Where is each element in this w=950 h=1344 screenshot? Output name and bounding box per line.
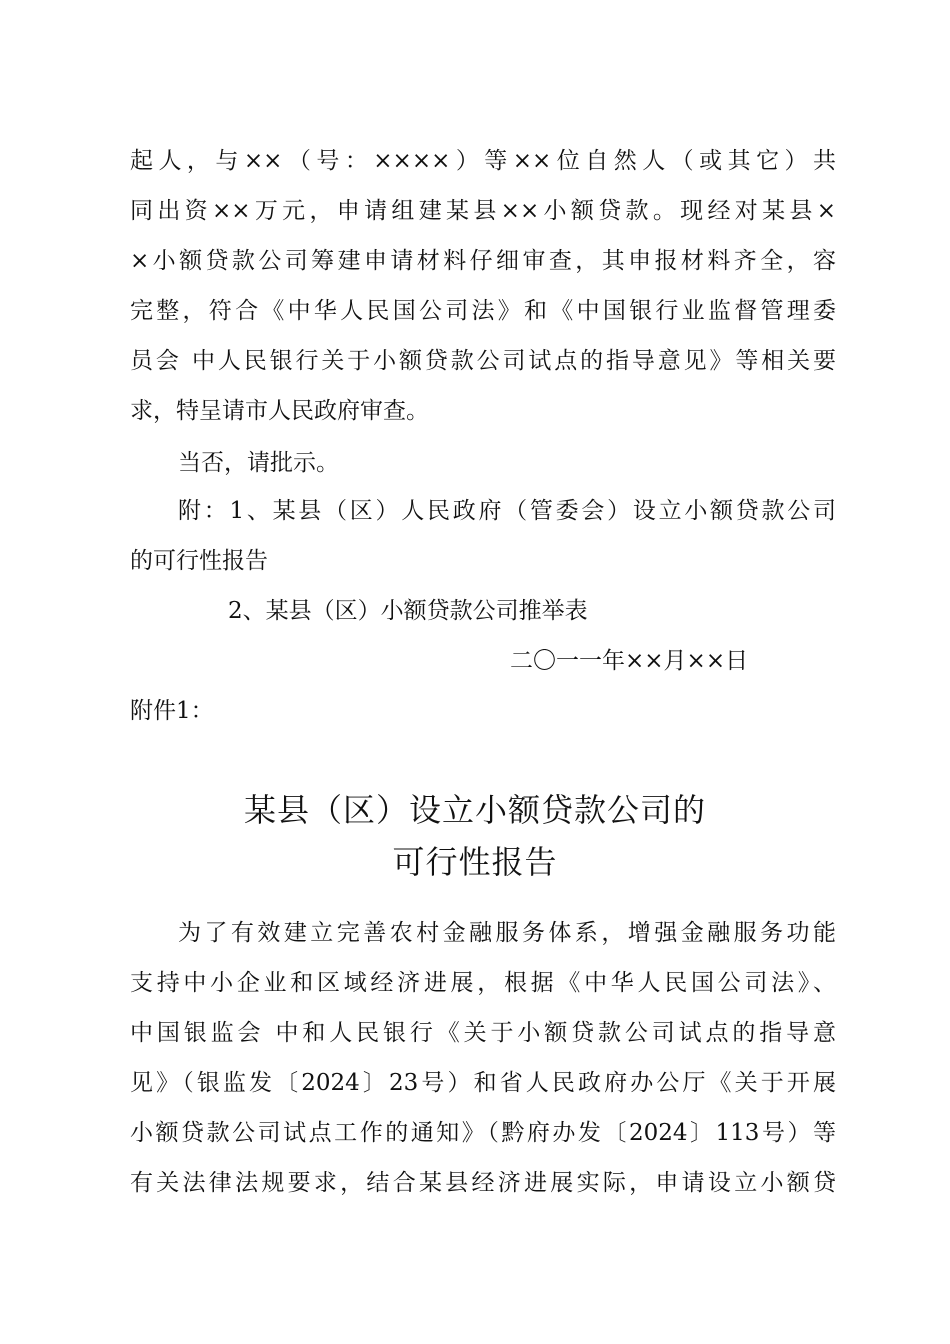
annex-body-line: 为了有效建立完善农村金融服务体系，增强金融服务功能 [178, 920, 836, 946]
letter-body-line: 同出资××万元，申请组建某县××小额贷款。现经对某县× [130, 198, 836, 224]
letter-date: 二〇一一年××月××日 [510, 648, 749, 674]
annex-title-line-2: 可行性报告 [392, 843, 558, 881]
annex-label: 附件1： [130, 698, 214, 724]
letter-body-line: ×小额贷款公司筹建申请材料仔细审查，其申报材料齐全，容 [130, 248, 836, 274]
letter-body-line: 员会 中人民银行关于小额贷款公司试点的指导意见》等相关要 [130, 348, 836, 374]
letter-body-line: 求，特呈请市人民政府审查。 [130, 398, 429, 424]
annex-body-line: 有关法律法规要求，结合某县经济进展实际，申请设立小额贷 [130, 1170, 836, 1196]
annex-body-line: 小额贷款公司试点工作的通知》（黔府办发〔2024〕113号）等 [130, 1120, 836, 1146]
attachment-item-1: 附：1、某县（区）人民政府（管委会）设立小额贷款公司 [178, 498, 836, 524]
letter-body-line: 完整，符合《中华人民国公司法》和《中国银行业监督管理委 [130, 298, 836, 324]
annex-body-line: 支持中小企业和区域经济进展，根据《中华人民国公司法》、 [130, 970, 836, 996]
letter-body-line: 起人，与××（号：××××）等××位自然人（或其它）共 [130, 148, 836, 174]
request-approval-text: 当否，请批示。 [178, 450, 339, 476]
annex-body-line: 中国银监会 中和人民银行《关于小额贷款公司试点的指导意 [130, 1020, 836, 1046]
annex-body-line: 见》（银监发〔2024〕23号）和省人民政府办公厅《关于开展 [130, 1070, 836, 1096]
attachment-item-2: 2、某县（区）小额贷款公司推举表 [228, 598, 588, 624]
annex-title-line-1: 某县（区）设立小额贷款公司的 [243, 791, 706, 829]
attachment-item-1-cont: 的可行性报告 [130, 548, 268, 574]
